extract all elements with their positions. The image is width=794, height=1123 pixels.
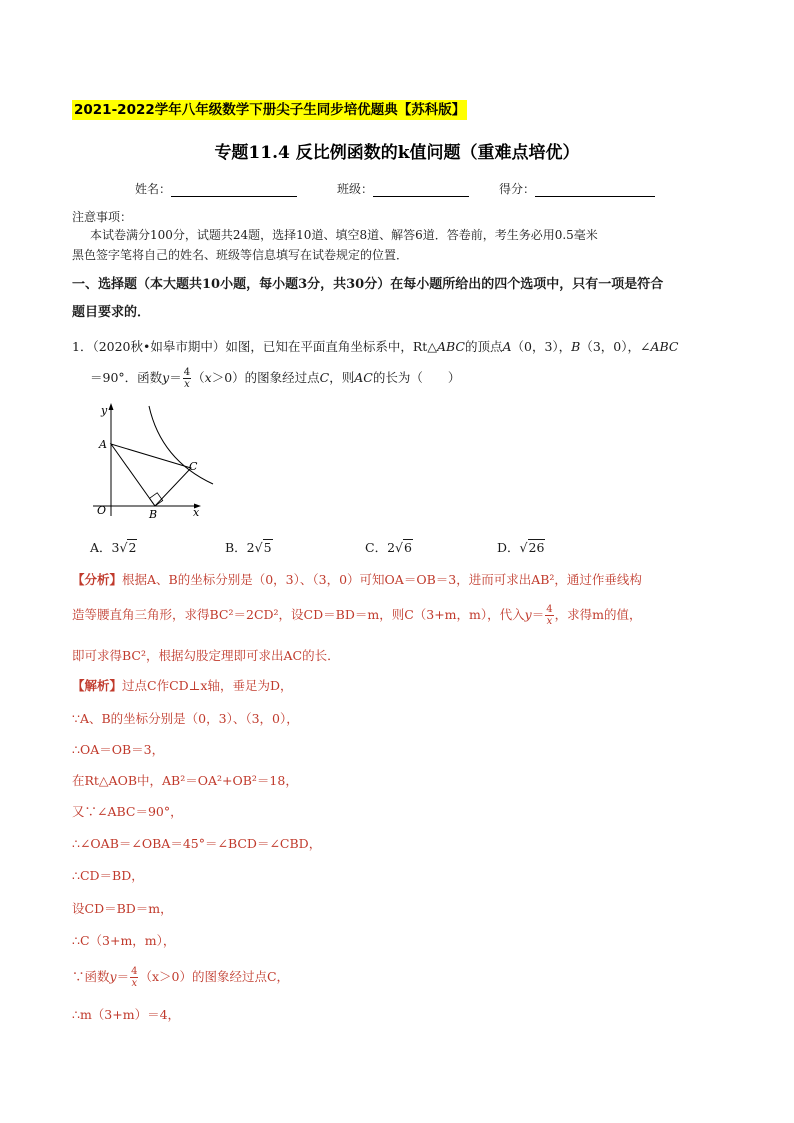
option-d-radicand: 26 bbox=[528, 540, 545, 555]
q1-cond: ＞0）的图象经过点 bbox=[211, 370, 320, 385]
notice-heading: 注意事项： bbox=[72, 210, 133, 224]
triangle-abc bbox=[111, 444, 191, 506]
analysis-line-2 bbox=[72, 604, 641, 627]
class-label: 班级： bbox=[337, 182, 374, 196]
q1-coord-b: （3，0），∠ bbox=[580, 339, 651, 354]
solution-line-8: 设CD＝BD＝m， bbox=[72, 901, 173, 916]
y-axis-arrow bbox=[109, 403, 114, 410]
solution-text-10b: （x＞0）的图象经过点C， bbox=[139, 969, 290, 984]
solution-text-1: 过点C作CD⊥x轴，垂足为D， bbox=[122, 678, 293, 693]
q1-text-c: ，则 bbox=[329, 370, 355, 385]
solution-tag: 【解析】 bbox=[72, 678, 123, 693]
analysis-den: x bbox=[546, 616, 553, 627]
q1-y: y bbox=[162, 370, 170, 385]
solution-line-9: ∴C（3+m，m）， bbox=[72, 933, 176, 948]
x-axis-label: x bbox=[193, 506, 200, 519]
analysis-text-1: 根据A、B的坐标分别是（0，3）、（3，0）可知OA＝OB＝3，进而可求出AB²，通过作垂线构 bbox=[122, 572, 642, 587]
origin-label: O bbox=[97, 504, 107, 517]
q1-point-c: C bbox=[319, 370, 330, 385]
q1-point-b: B bbox=[571, 339, 581, 354]
solution-line-3: ∴OA＝OB＝3， bbox=[72, 742, 165, 757]
solution-num: 4 bbox=[131, 966, 138, 977]
option-d: D．√26 bbox=[497, 540, 545, 555]
option-c-radicand: 6 bbox=[404, 540, 412, 555]
score-blank bbox=[535, 182, 655, 197]
q1-num: 4 bbox=[183, 367, 191, 378]
option-a-radicand: 2 bbox=[128, 540, 137, 555]
q1-angle: ABC bbox=[650, 339, 679, 354]
analysis-eq: ＝ bbox=[531, 607, 545, 622]
q1-fraction bbox=[183, 367, 191, 390]
option-b: B．2√5 bbox=[225, 540, 272, 555]
notice-line-1: 本试卷满分100分，试题共24题，选择10道、填空8道、解答6道．答卷前，考生务必用0.5毫米 bbox=[90, 228, 598, 242]
hyperbola-curve bbox=[149, 406, 213, 484]
option-b-label: B．2 bbox=[225, 540, 255, 555]
option-c: C．2√6 bbox=[365, 540, 412, 555]
solution-line-5: 又∵∠ABC＝90°， bbox=[72, 804, 183, 819]
q1-cond-open: （ bbox=[192, 370, 205, 385]
solution-text-10a: ∵函数 bbox=[72, 969, 110, 984]
solution-line-2: ∵A、B的坐标分别是（0，3）、（3，0）， bbox=[72, 711, 299, 726]
q1-ac: AC bbox=[354, 370, 373, 385]
point-c-label: C bbox=[189, 460, 198, 473]
solution-line-11: ∴m（3+m）＝4， bbox=[72, 1007, 181, 1022]
section-heading-line-2: 题目要求的． bbox=[72, 305, 151, 320]
name-blank bbox=[171, 182, 297, 197]
solution-fraction bbox=[130, 966, 138, 989]
q1-point-a: A bbox=[502, 339, 512, 354]
q1-coord-a: （0，3）， bbox=[511, 339, 572, 354]
q1-text-d: 的长为（ ） bbox=[372, 370, 461, 385]
name-label: 姓名： bbox=[135, 182, 172, 196]
q1-text: 1．（2020秋•如皋市期中）如图，已知在平面直角坐标系中，Rt△ bbox=[72, 339, 437, 354]
point-b-label: B bbox=[149, 508, 158, 521]
option-d-label: D． bbox=[497, 540, 520, 555]
point-a-label: A bbox=[99, 438, 107, 451]
q1-line2-text: ＝90°．函数 bbox=[90, 370, 163, 385]
option-c-label: C．2 bbox=[365, 540, 396, 555]
solution-eq: ＝ bbox=[116, 969, 130, 984]
document-banner: 2021-2022学年八年级数学下册尖子生同步培优题典【苏科版】 bbox=[74, 102, 466, 118]
score-label: 得分： bbox=[499, 182, 536, 196]
section-heading-line-1: 一、选择题（本大题共10小题，每小题3分，共30分）在每小题所给出的四个选项中，只有一项是符合 bbox=[72, 277, 664, 292]
q1-abc: ABC bbox=[436, 339, 465, 354]
analysis-text-2b: ，求得m的值， bbox=[554, 607, 642, 622]
solution-line-7: ∴CD＝BD， bbox=[72, 868, 144, 883]
page-title: 专题11.4 反比例函数的k值问题（重难点培优） bbox=[214, 143, 580, 163]
option-a: A．3√2 bbox=[90, 540, 137, 555]
solution-den: x bbox=[131, 978, 138, 989]
analysis-text-2a: 造等腰直角三角形，求得BC²＝2CD²，设CD＝BD＝m，则C（3+m，m），代入 bbox=[72, 607, 525, 622]
analysis-line-1 bbox=[72, 570, 642, 588]
name-field bbox=[135, 180, 297, 197]
solution-line-10 bbox=[72, 966, 289, 989]
analysis-num: 4 bbox=[546, 604, 553, 615]
analysis-tag: 【分析】 bbox=[72, 572, 123, 587]
q1-text-b: 的顶点 bbox=[464, 339, 503, 354]
solution-line-4: 在Rt△AOB中，AB²＝OA²+OB²＝18， bbox=[72, 773, 298, 788]
notice-line-2: 黑色签字笔将自己的姓名、班级等信息填写在试卷规定的位置． bbox=[72, 248, 409, 262]
q1-eq: ＝ bbox=[169, 370, 182, 385]
question-1-line-1 bbox=[72, 337, 679, 355]
analysis-line-3: 即可求得BC²，根据勾股定理即可求出AC的长． bbox=[72, 648, 340, 663]
class-field bbox=[337, 180, 469, 197]
coordinate-figure bbox=[85, 400, 220, 525]
analysis-y: y bbox=[524, 607, 532, 622]
question-1-line-2 bbox=[90, 367, 460, 390]
class-blank bbox=[373, 182, 469, 197]
solution-y: y bbox=[109, 969, 117, 984]
score-field bbox=[499, 180, 655, 197]
q1-cond-x: x bbox=[204, 370, 212, 385]
solution-line-6: ∴∠OAB＝∠OBA＝45°＝∠BCD＝∠CBD， bbox=[72, 836, 322, 851]
analysis-fraction bbox=[545, 604, 553, 627]
q1-den: x bbox=[184, 379, 190, 390]
y-axis-label: y bbox=[101, 404, 108, 417]
option-a-label: A．3 bbox=[90, 540, 120, 555]
option-b-radicand: 5 bbox=[263, 540, 272, 555]
solution-line-1 bbox=[72, 676, 293, 694]
